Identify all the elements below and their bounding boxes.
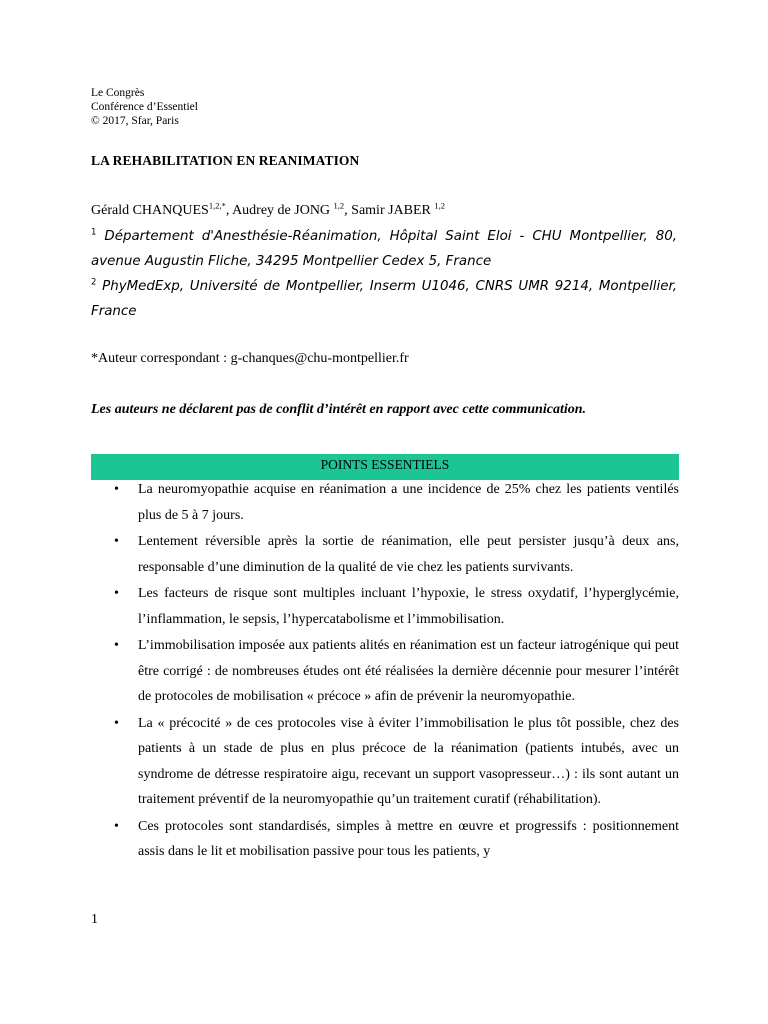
key-point-text: La « précocité » de ces protocoles vise à éviter l’immobilisation le plus tôt possible, chez des patients à un stade de plus en plus précoce de la réanimation (patients intubés, avec un syndrome de détresse respiratoire aigu, recevant un support vasopresseur…) : ils sont autant un traitement préventif de la neuromyopathie qu’un traitement curatif (réhabilitation).	[138, 715, 679, 807]
header-line-conference: Conférence d’Essentiel	[91, 101, 198, 113]
list-item	[91, 633, 679, 710]
article-title: LA REHABILITATION EN REANIMATION	[91, 153, 360, 168]
list-item	[91, 529, 679, 580]
affiliation-number: 1	[91, 227, 97, 238]
header-line-congress: Le Congrès	[91, 87, 145, 99]
affiliation-number: 2	[91, 277, 97, 288]
corresponding-author: *Auteur correspondant : g-chanques@chu-montpellier.fr	[91, 351, 409, 366]
affiliation-2	[91, 274, 677, 324]
conference-header	[91, 86, 198, 128]
list-item	[91, 814, 679, 865]
author-separator: ,	[225, 203, 233, 218]
header-line-copyright: © 2017, Sfar, Paris	[91, 115, 179, 127]
author-name: Samir JABER	[351, 203, 435, 218]
list-item	[91, 477, 679, 528]
list-item	[91, 711, 679, 813]
key-points-heading: POINTS ESSENTIELS	[91, 454, 679, 480]
author-affiliation-marker: 1,2	[333, 200, 345, 211]
key-point-text: Les facteurs de risque sont multiples incluant l’hypoxie, le stress oxydatif, l’hyperglycémie, l’inflammation, le sepsis, l’hypercatabolisme et l’immobilisation.	[138, 586, 679, 627]
author-separator: ,	[344, 203, 352, 218]
affiliation-1	[91, 224, 677, 274]
key-point-text: L’immobilisation imposée aux patients alités en réanimation est un facteur iatrogénique qui peut être corrigé : de nombreuses études ont été réalisées la dernière décennie pour mesurer l’intérêt de protocoles de mobilisation « précoce » afin de prévenir la neuromyopathie.	[138, 638, 679, 704]
list-item	[91, 581, 679, 632]
author-affiliation-marker: 1,2	[434, 200, 446, 211]
bullet-icon: •	[114, 482, 119, 497]
page-number: 1	[91, 912, 98, 927]
key-point-text: Lentement réversible après la sortie de réanimation, elle peut persister jusqu’à deux ans, responsable d’une diminution de la qualité de vie chez les patients survivants.	[138, 534, 679, 575]
affiliation-text: PhyMedExp, Université de Montpellier, Inserm U1046, CNRS UMR 9214, Montpellier, France	[91, 279, 677, 319]
conflict-of-interest-statement: Les auteurs ne déclarent pas de conflit d’intérêt en rapport avec cette communication.	[91, 402, 587, 417]
author-name: Audrey de JONG	[232, 203, 334, 218]
bullet-icon: •	[114, 715, 119, 731]
author-name: Gérald CHANQUES	[91, 203, 209, 218]
bullet-icon: •	[114, 586, 119, 601]
author-list	[91, 200, 446, 219]
key-point-text: Ces protocoles sont standardisés, simples à mettre en œuvre et progressifs : positionnement assis dans le lit et mobilisation passive pour tous les patients, y	[138, 818, 679, 859]
author-affiliation-marker: 1,2,*	[208, 200, 226, 211]
affiliation-text: Département d'Anesthésie-Réanimation, Hôpital Saint Eloi - CHU Montpellier, 80, avenue Augustin Fliche, 34295 Montpellier Cedex 5, France	[91, 229, 677, 269]
bullet-icon: •	[114, 638, 119, 653]
bullet-icon: •	[114, 818, 119, 834]
key-points-list	[91, 477, 679, 866]
key-point-text: La neuromyopathie acquise en réanimation a une incidence de 25% chez les patients ventilés plus de 5 à 7 jours.	[138, 482, 679, 523]
bullet-icon: •	[114, 534, 119, 549]
